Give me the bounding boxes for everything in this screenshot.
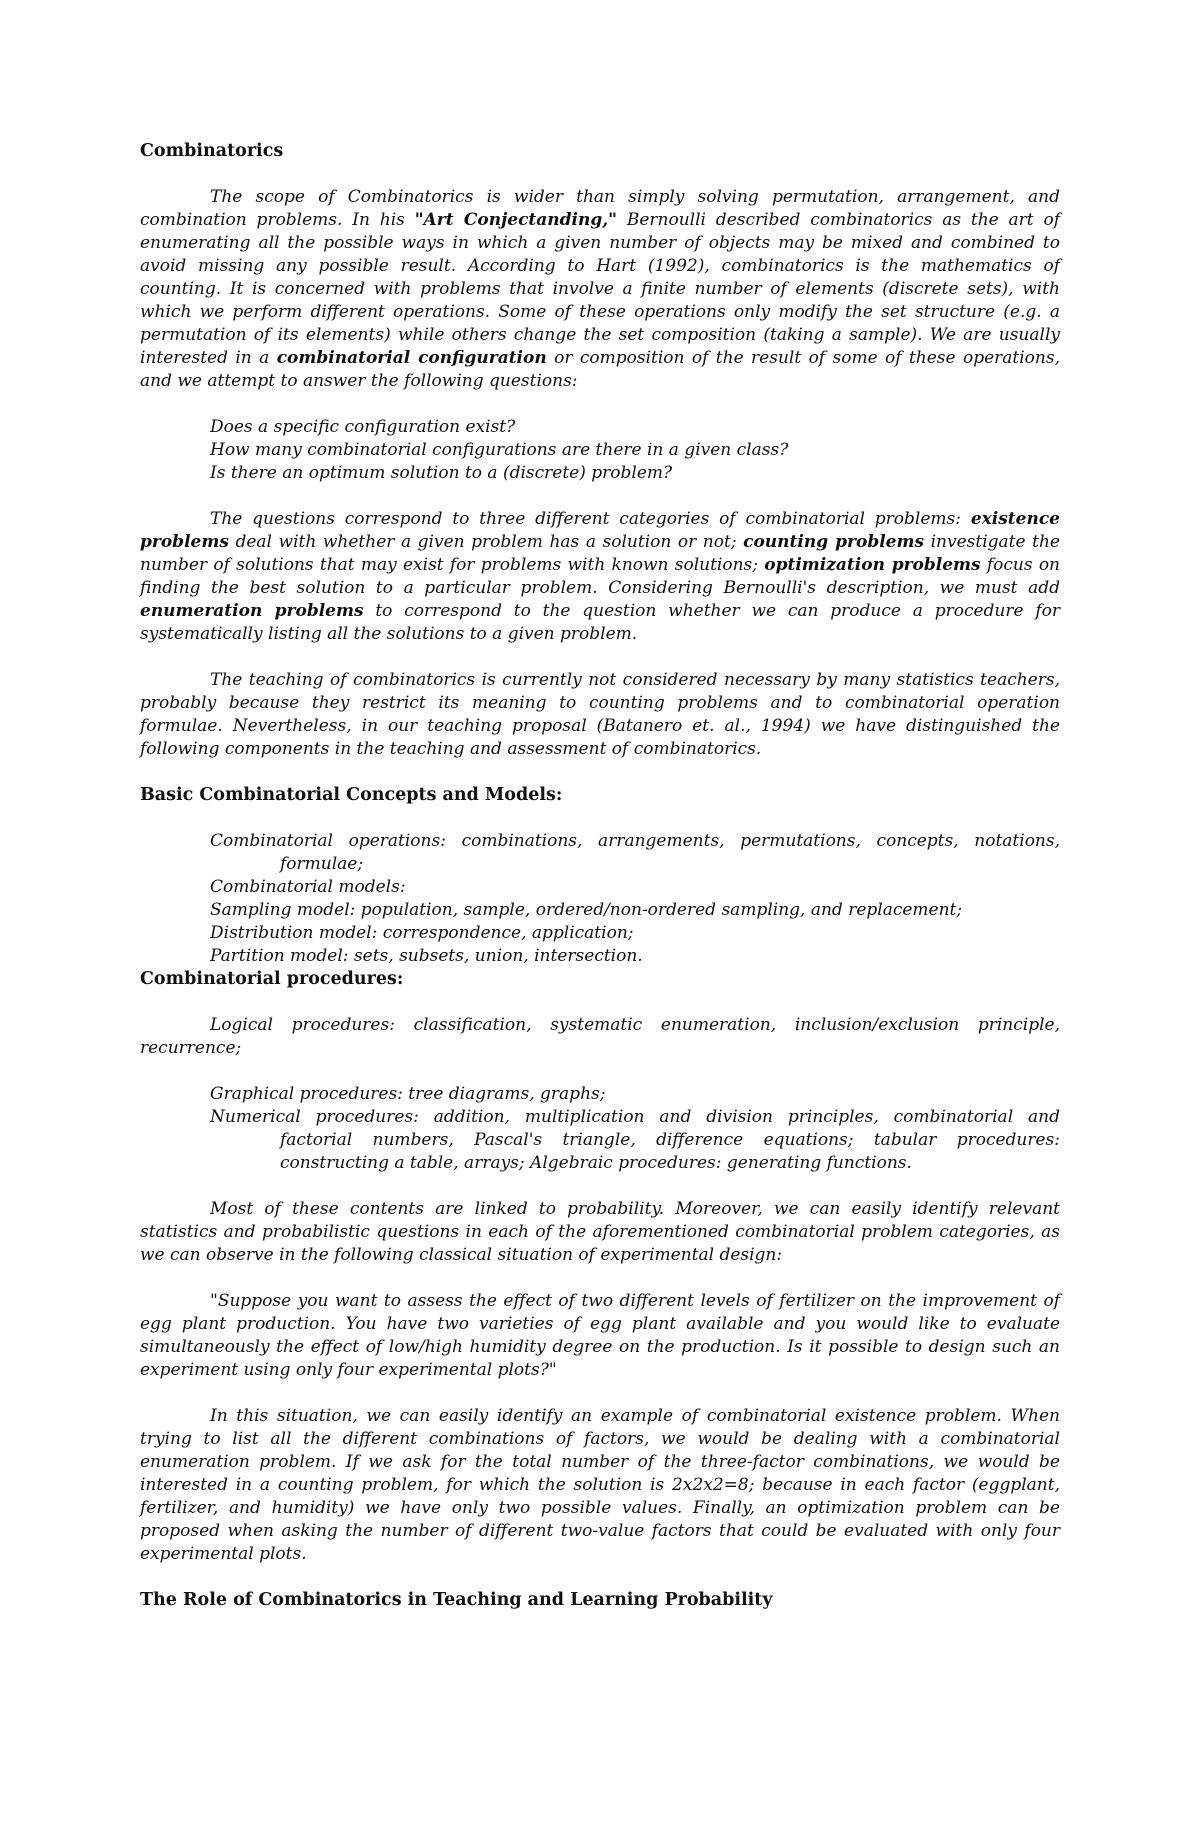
section-title: Combinatorics bbox=[140, 141, 284, 161]
intro-text-a: The scope of Combinatorics is wider than simply solving permutation, arrangement, and combination problems. In his bbox=[140, 187, 1060, 230]
term-counting: counting problems bbox=[743, 532, 925, 552]
concept-item: Distribution model: correspondence, application; bbox=[210, 923, 634, 943]
question-item: Does a specific configuration exist? bbox=[210, 417, 516, 437]
logical-procedures: Logical procedures: classification, systematic enumeration, inclusion/exclusion principle, recurrence; bbox=[140, 1015, 1060, 1058]
intro-book-title: "Art Conjectanding," bbox=[414, 210, 618, 230]
categories-text-i: to correspond to the question whether we can produce a procedure for systematically listing all the solutions to a given problem. bbox=[140, 601, 1060, 644]
categories-text-e: investigate the number of solutions that may exist for problems with known solutions; bbox=[140, 532, 1060, 575]
intro-text-e: or composition of the result of some of these operations, and we attempt to answer the following questions: bbox=[140, 348, 1060, 391]
concept-item: Combinatorial operations: combinations, arrangements, permutations, concepts, notations, formulae; bbox=[210, 831, 1060, 874]
probability-paragraph: Most of these contents are linked to probability. Moreover, we can easily identify relevant statistics and probabilistic questions in each of the aforementioned combinatorial problem categories, as we can observe in the following classical situation of experimental design: bbox=[140, 1199, 1060, 1265]
categories-text-c: deal with whether a given problem has a solution or not; bbox=[228, 532, 744, 552]
concept-item: Sampling model: population, sample, ordered/non-ordered sampling, and replacement; bbox=[210, 900, 963, 920]
document-page bbox=[140, 140, 1060, 1612]
procedures-heading: Combinatorial procedures: bbox=[140, 969, 404, 989]
question-item: How many combinatorial configurations are there in a given class? bbox=[210, 440, 789, 460]
situation-paragraph: In this situation, we can easily identify an example of combinatorial existence problem. When trying to list all the different combinations of factors, we would be dealing with a combinatorial enumeration problem. If we ask for the total number of the three-factor combinations, we would be interested in a counting problem, for which the solution is 2x2x2=8; because in each factor (eggplant, fertilizer, and humidity) we have only two possible values. Finally, an optimization problem can be proposed when asking the number of different two-value factors that could be evaluated with only four experimental plots. bbox=[140, 1406, 1060, 1564]
quote-paragraph: "Suppose you want to assess the effect of two different levels of fertilizer on the improvement of egg plant production. You have two varieties of egg plant available and you would like to evaluate simultaneously the effect of low/high humidity degree on the production. Is it possible to design such an experiment using only four experimental plots?" bbox=[140, 1291, 1060, 1380]
term-existence: existence problems bbox=[140, 509, 1060, 552]
question-list bbox=[140, 416, 1060, 485]
intro-paragraph bbox=[140, 186, 1060, 393]
term-optimization: optimization problems bbox=[764, 555, 981, 575]
basic-concepts-list bbox=[140, 830, 1060, 968]
concept-item: Combinatorial models: bbox=[210, 877, 406, 897]
categories-paragraph bbox=[140, 508, 1060, 646]
concept-item: Partition model: sets, subsets, union, intersection. bbox=[210, 946, 643, 966]
intro-text-c: Bernoulli described combinatorics as the art of enumerating all the possible ways in which a given number of objects may be mixed and combined to avoid missing any possible result. According to Hart (1992), combinatorics is the mathematics of counting. It is concerned with problems that involve a finite number of elements (discrete sets), with which we perform different operations. Some of these operations only modify the set structure (e.g. a permutation of its elements) while others change the set composition (taking a sample). We are usually interested in a bbox=[140, 210, 1060, 368]
intro-term: combinatorial configuration bbox=[276, 348, 547, 368]
categories-text-g: focus on finding the best solution to a particular problem. Considering Bernoulli's description, we must add bbox=[140, 555, 1060, 598]
term-enumeration: enumeration problems bbox=[140, 601, 364, 621]
graphical-procedures: Graphical procedures: tree diagrams, graphs; bbox=[210, 1084, 606, 1104]
numerical-procedures: Numerical procedures: addition, multiplication and division principles, combinatorial and factorial numbers, Pascal's triangle, difference equations; tabular procedures: constructing a table, arrays; Algebraic procedures: generating functions. bbox=[210, 1107, 1060, 1173]
question-item: Is there an optimum solution to a (discrete) problem? bbox=[210, 463, 673, 483]
teaching-paragraph: The teaching of combinatorics is currently not considered necessary by many statistics teachers, probably because they restrict its meaning to counting problems and to combinatorial operation formulae. Nevertheless, in our teaching proposal (Batanero et. al., 1994) we have distinguished the following components in the teaching and assessment of combinatorics. bbox=[140, 670, 1060, 759]
basic-concepts-heading: Basic Combinatorial Concepts and Models: bbox=[140, 785, 563, 805]
categories-text-a: The questions correspond to three different categories of combinatorial problems: bbox=[210, 509, 971, 529]
role-heading: The Role of Combinatorics in Teaching and Learning Probability bbox=[140, 1590, 773, 1610]
